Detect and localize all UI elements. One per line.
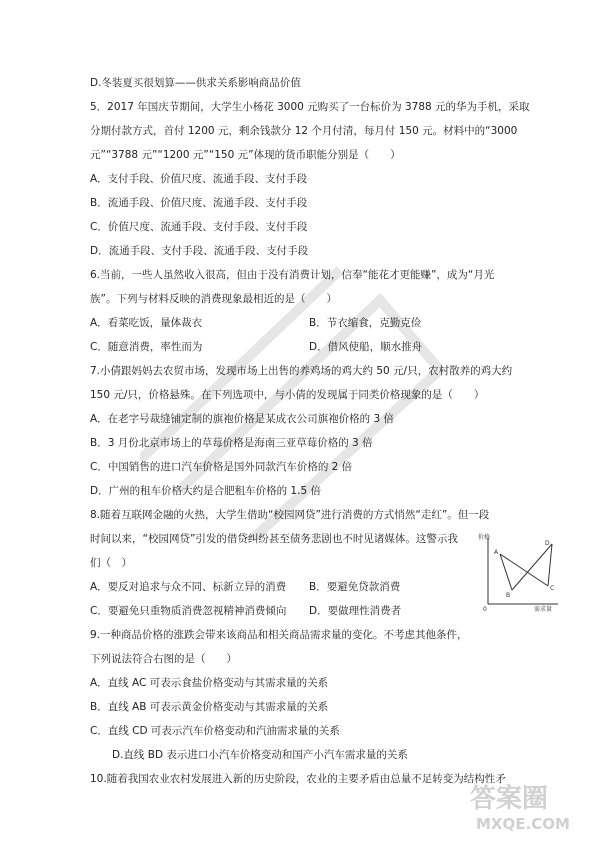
point-label-b: B: [506, 592, 511, 599]
y-axis-label: 价格: [478, 534, 491, 541]
logo-url-text: MXQE.COM: [476, 815, 570, 833]
point-label-a: A: [494, 549, 499, 556]
q5-option-a: A．支付手段、价值尺度、流通手段、支付手段: [90, 173, 308, 185]
q5-option-d: D．流通手段、支付手段、流通手段、支付手段: [90, 245, 309, 257]
q5-option-c: C．价值尺度、流通手段、支付手段、支付手段: [90, 221, 308, 233]
q9-option-a: A．直线 AC 可表示食盐价格变动与其需求量的关系: [90, 677, 329, 689]
q5-stem-line3: 元”“3788 元”“1200 元”“150 元”体现的货币职能分别是（ ）: [90, 149, 401, 161]
q6-option-a: A．看菜吃饭，量体裁衣: [90, 317, 203, 329]
q5-stem-line2: 分期付款方式，首付 1200 元，剩余钱款分 12 个月付清，每月付 150 元。材料中的“3000: [90, 125, 518, 137]
q8-option-b: B．要避免贷款消费: [309, 581, 401, 593]
q10-stem-line1: 10.随着我国农业农村发展进入新的历史阶段，农业的主要矛盾由总量不足转变为结构性矛: [90, 773, 506, 785]
q7-option-d: D．广州的租车价格大约是合肥租车价格的 1.5 倍: [90, 485, 321, 497]
q9-stem-line1: 9.一种商品价格的涨跌会带来该商品和相关商品需求量的变化。不考虑其他条件，: [90, 629, 468, 641]
q8-stem-line3: 们（ ）: [90, 557, 132, 569]
q5-stem-line1: 5．2017 年国庆节期间，大学生小杨花 3000 元购买了一台标价为 3788 元的华为手机，采取: [90, 101, 530, 113]
line-ac: [500, 554, 548, 586]
q6-stem-line1: 6.当前，一些人虽然收入很高，但由于没有消费计划，信奉“能花才更能赚”，成为“月光: [90, 269, 495, 281]
q5-option-b: B．流通手段、价值尺度、流通手段、支付手段: [90, 197, 308, 209]
line-cd: [548, 544, 552, 586]
q7-option-c: C．中国销售的进口汽车价格是国外同款汽车价格的 2 倍: [90, 461, 353, 473]
q4-option-d: D.冬装夏买很划算——供求关系影响商品价值: [90, 77, 301, 89]
origin-label: 0: [483, 606, 487, 612]
q9-option-d: D.直线 BD 表示进口小汽车价格变动和国产小汽车需求量的关系: [112, 749, 408, 761]
line-bd: [512, 544, 555, 592]
q8-option-d: D．要做理性消费者: [309, 605, 402, 617]
q8-stem-line2: 时间以来，“校园网贷”引发的借贷纠纷甚至债务悲剧也不时见诸媒体。这警示我: [90, 533, 458, 545]
site-logo-watermark: [462, 775, 582, 835]
point-label-d: D: [545, 540, 550, 547]
point-label-c: C: [550, 585, 555, 592]
x-axis-label: 需求量: [534, 606, 553, 612]
q6-stem-line2: 族”。下列与材料反映的消费现象最相近的是（ ）: [90, 293, 337, 305]
q8-stem-line1: 8.随着互联网金融的火热，大学生借助“校园网贷”进行消费的方式悄然“走红”。但一段: [90, 509, 490, 521]
q9-stem-line2: 下列说法符合右图的是（ ）: [90, 653, 237, 665]
q8-option-c: C．要避免只重物质消费忽视精神消费倾向: [90, 605, 287, 617]
q7-stem-line2: 150 元/只，价格悬殊。在下列选项中，与小倩的发现属于同类价格现象的是（ ）: [90, 389, 485, 401]
q6-option-b: B．节衣缩食，克勤克俭: [309, 317, 422, 329]
logo-big-text: 答案圈: [470, 784, 549, 814]
q6-option-d: D．借风使船，顺水推舟: [309, 341, 423, 353]
q9-option-c: C．直线 CD 可表示汽车价格变动和汽油需求量的关系: [90, 725, 340, 737]
q7-option-b: B．3 月份北京市场上的草莓价格是海南三亚草莓价格的 3 倍: [90, 437, 373, 449]
q6-option-c: C．随意消费，率性而为: [90, 341, 203, 353]
line-ab: [500, 554, 512, 590]
q7-stem-line1: 7.小倩跟妈妈去农贸市场，发现市场上出售的养鸡场的鸡大约 50 元/只，农村散养的鸡大约: [90, 365, 513, 377]
q9-option-b: B．直线 AB 可表示黄金价格变动与其需求量的关系: [90, 701, 329, 713]
q7-option-a: A．在老字号裁缝铺定制的旗袍价格是某成衣公司旗袍价格的 3 倍: [90, 413, 395, 425]
price-demand-figure: [478, 532, 560, 612]
q8-option-a: A．要反对追求与众不同、标新立异的消费: [90, 581, 287, 593]
